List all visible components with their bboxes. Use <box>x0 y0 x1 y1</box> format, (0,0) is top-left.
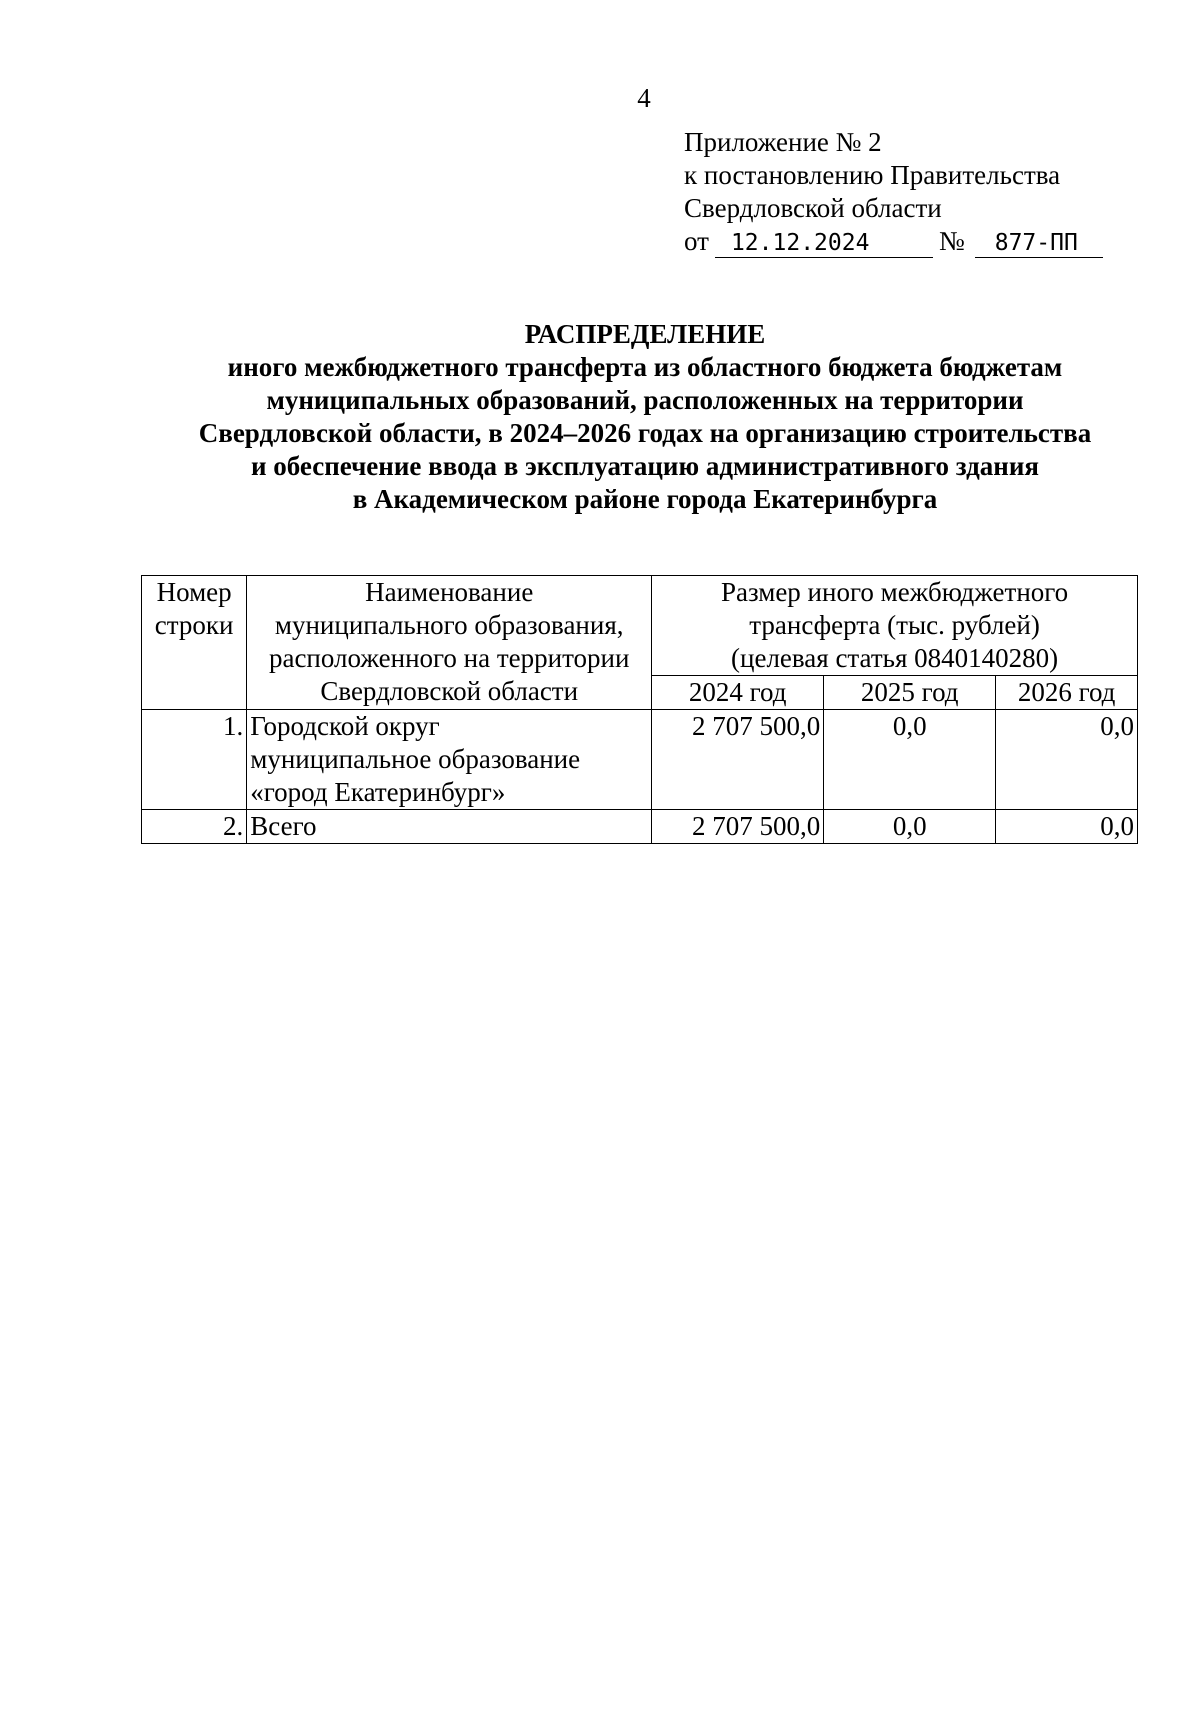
header-amount <box>652 576 1138 676</box>
row-value-2025: 0,0 <box>824 710 996 810</box>
table-row-total <box>142 810 1138 844</box>
title-line: и обеспечение ввода в эксплуатацию административного здания <box>250 451 1040 481</box>
row-value-2024: 2 707 500,0 <box>652 810 824 844</box>
header-row-number <box>142 576 247 710</box>
document-title <box>120 318 1170 516</box>
title-line: в Академическом районе города Екатеринбурга <box>352 484 938 514</box>
appendix-reference: к постановлению Правительства <box>684 160 1061 190</box>
header-year-2024: 2024 год <box>652 676 824 710</box>
header-name <box>247 576 652 710</box>
row-value-2026: 0,0 <box>996 710 1138 810</box>
header-text: муниципального образования, <box>274 610 624 640</box>
transfer-table <box>141 575 1138 844</box>
appendix-block <box>684 126 1144 258</box>
header-text: Наименование <box>365 577 534 607</box>
header-text: Номер <box>156 577 232 607</box>
header-text: трансферта (тыс. рублей) <box>749 610 1040 640</box>
table-header-row <box>142 576 1138 676</box>
page-number: 4 <box>637 83 651 113</box>
date-value: 12.12.2024 <box>715 230 933 258</box>
header-text: расположенного на территории <box>268 643 630 673</box>
row-name <box>247 810 652 844</box>
title-heading: РАСПРЕДЕЛЕНИЕ <box>524 319 766 349</box>
row-number: 1. <box>142 710 247 810</box>
row-name <box>247 710 652 810</box>
row-name-line: Всего <box>250 811 317 841</box>
row-number: 2. <box>142 810 247 844</box>
row-name-line: муниципальное образование <box>250 744 581 774</box>
header-text: строки <box>154 610 234 640</box>
title-line: Свердловской области, в 2024–2026 годах на организацию строительства <box>198 418 1092 448</box>
appendix-date-number-line <box>684 225 1144 258</box>
table-row <box>142 710 1138 810</box>
header-text: Размер иного межбюджетного <box>720 577 1069 607</box>
row-name-line: «город Екатеринбург» <box>250 777 506 807</box>
header-year-2025: 2025 год <box>824 676 996 710</box>
row-name-line: Городской округ <box>250 711 440 741</box>
row-value-2025: 0,0 <box>824 810 996 844</box>
appendix-title: Приложение № 2 <box>684 127 882 157</box>
title-line: муниципальных образований, расположенных на территории <box>266 385 1024 415</box>
number-value: 877-ПП <box>975 230 1103 258</box>
header-text: (целевая статья 0840140280) <box>731 643 1059 673</box>
appendix-region: Свердловской области <box>684 193 942 223</box>
number-prefix: № <box>938 226 965 256</box>
row-value-2024: 2 707 500,0 <box>652 710 824 810</box>
row-value-2026: 0,0 <box>996 810 1138 844</box>
date-prefix: от <box>684 226 709 256</box>
title-line: иного межбюджетного трансферта из областного бюджета бюджетам <box>227 352 1063 382</box>
header-year-2026: 2026 год <box>996 676 1138 710</box>
header-text: Свердловской области <box>320 676 579 706</box>
